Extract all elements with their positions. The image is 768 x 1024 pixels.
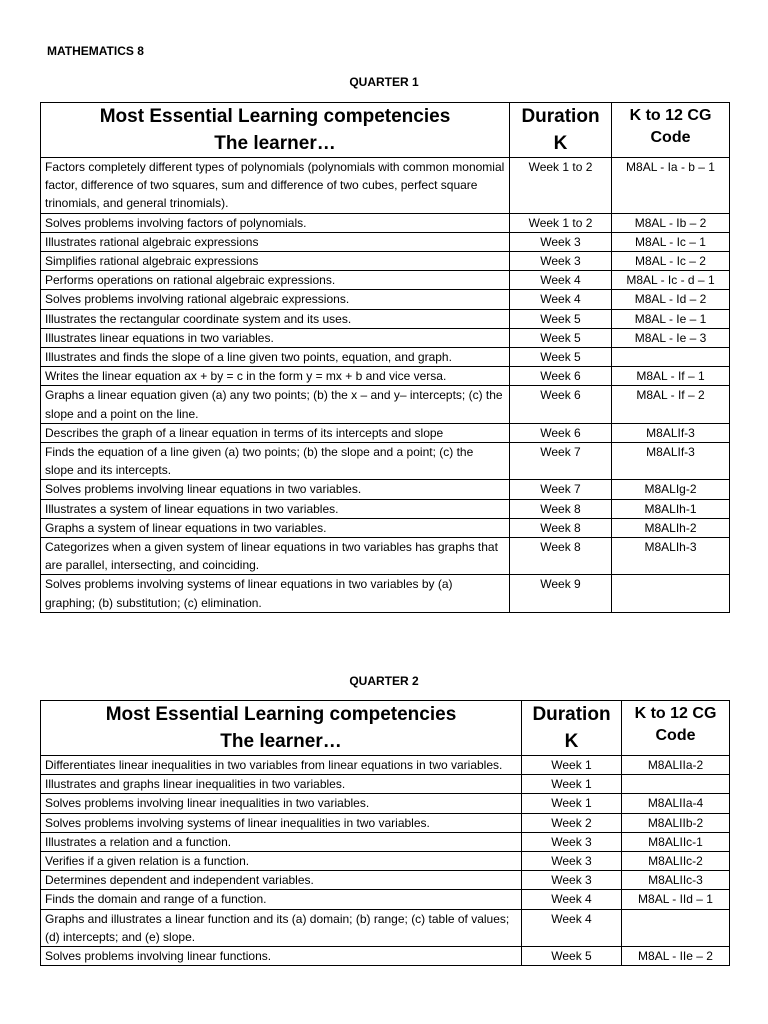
duration-cell: Week 2 — [522, 813, 622, 832]
table-row — [41, 947, 730, 966]
competency-cell: Describes the graph of a linear equation in terms of its intercepts and slope — [41, 423, 510, 442]
competency-cell: Finds the domain and range of a function. — [41, 890, 522, 909]
duration-cell: Week 5 — [510, 309, 612, 328]
competency-cell: Writes the linear equation ax + by = c in the form y = mx + b and vice versa. — [41, 367, 510, 386]
code-cell: M8ALIIc-1 — [622, 832, 730, 851]
duration-cell: Week 1 — [522, 756, 622, 775]
code-cell: M8AL - Ib – 2 — [612, 213, 730, 232]
competency-cell: Solves problems involving linear inequalities in two variables. — [41, 794, 522, 813]
duration-cell: Week 4 — [522, 909, 622, 946]
table-row — [41, 290, 730, 309]
duration-cell: Week 7 — [510, 443, 612, 480]
duration-cell: Week 6 — [510, 423, 612, 442]
code-header — [612, 103, 730, 158]
competency-header-line1: Most Essential Learning competencies — [99, 106, 451, 127]
duration-cell: Week 1 — [522, 775, 622, 794]
code-cell: M8ALIh-1 — [612, 499, 730, 518]
duration-header-line2: K — [564, 731, 579, 752]
table-row — [41, 328, 730, 347]
table-row — [41, 756, 730, 775]
competency-cell: Categorizes when a given system of linear equations in two variables has graphs that are parallel, intersecting, and coinciding. — [41, 538, 510, 575]
competency-cell: Differentiates linear inequalities in two variables from linear equations in two variables. — [41, 756, 522, 775]
competency-header — [41, 103, 510, 158]
duration-cell: Week 6 — [510, 386, 612, 423]
duration-cell: Week 1 to 2 — [510, 213, 612, 232]
competency-cell: Illustrates the rectangular coordinate system and its uses. — [41, 309, 510, 328]
table-row — [41, 158, 730, 214]
code-cell — [622, 775, 730, 794]
code-cell: M8AL - Id – 2 — [612, 290, 730, 309]
code-cell: M8AL - Ic – 2 — [612, 252, 730, 271]
duration-cell: Week 3 — [522, 832, 622, 851]
duration-cell: Week 5 — [522, 947, 622, 966]
code-cell: M8AL - Ie – 3 — [612, 328, 730, 347]
table-row — [41, 309, 730, 328]
table-row — [41, 232, 730, 251]
duration-cell: Week 4 — [510, 271, 612, 290]
duration-cell: Week 4 — [522, 890, 622, 909]
competency-cell: Illustrates and graphs linear inequalities in two variables. — [41, 775, 522, 794]
code-cell: M8ALIIc-3 — [622, 871, 730, 890]
table-row — [41, 909, 730, 946]
duration-cell: Week 1 to 2 — [510, 158, 612, 214]
quarter-2-label: QUARTER 2 — [349, 674, 419, 688]
quarter-1-rows — [41, 158, 730, 613]
table-row — [41, 518, 730, 537]
competency-cell: Simplifies rational algebraic expressions — [41, 252, 510, 271]
duration-cell: Week 8 — [510, 518, 612, 537]
competency-cell: Solves problems involving systems of linear equations in two variables by (a) graphing; (b) substitution; (c) elimination. — [41, 575, 510, 612]
table-row — [41, 813, 730, 832]
code-cell: M8ALIg-2 — [612, 480, 730, 499]
competency-cell: Illustrates a system of linear equations in two variables. — [41, 499, 510, 518]
competency-header-line2: The learner… — [220, 731, 342, 752]
duration-cell: Week 6 — [510, 367, 612, 386]
table-row — [41, 443, 730, 480]
duration-cell: Week 1 — [522, 794, 622, 813]
competency-cell: Solves problems involving factors of polynomials. — [41, 213, 510, 232]
code-cell: M8AL - IIe – 2 — [622, 947, 730, 966]
quarter-2-table — [40, 700, 730, 966]
competency-cell: Finds the equation of a line given (a) two points; (b) the slope and a point; (c) the slope and its intercepts. — [41, 443, 510, 480]
quarter-2-rows — [41, 756, 730, 966]
code-header-line1: K to 12 CG — [629, 107, 712, 124]
duration-cell: Week 5 — [510, 348, 612, 367]
code-cell: M8AL - If – 1 — [612, 367, 730, 386]
competency-cell: Determines dependent and independent variables. — [41, 871, 522, 890]
code-cell — [622, 909, 730, 946]
table-row — [41, 832, 730, 851]
document-subject: MATHEMATICS 8 — [47, 44, 144, 58]
code-cell: M8ALIIa-4 — [622, 794, 730, 813]
quarter-1-table — [40, 102, 730, 613]
competency-cell: Graphs a linear equation given (a) any two points; (b) the x – and y– intercepts; (c) the slope and a point on the line. — [41, 386, 510, 423]
duration-cell: Week 8 — [510, 538, 612, 575]
competency-header-line2: The learner… — [214, 133, 336, 154]
duration-header-line1: Duration — [532, 704, 611, 725]
duration-cell: Week 3 — [522, 852, 622, 871]
competency-cell: Graphs and illustrates a linear function and its (a) domain; (b) range; (c) table of values; (d) intercepts; and (e) slope. — [41, 909, 522, 946]
table-row — [41, 213, 730, 232]
code-cell: M8AL - If – 2 — [612, 386, 730, 423]
quarter-1-label: QUARTER 1 — [349, 75, 419, 89]
duration-cell: Week 4 — [510, 290, 612, 309]
table-row — [41, 871, 730, 890]
table-row — [41, 538, 730, 575]
competency-header — [41, 701, 522, 756]
competency-cell: Illustrates and finds the slope of a line given two points, equation, and graph. — [41, 348, 510, 367]
code-cell: M8ALIf-3 — [612, 443, 730, 480]
competency-header-line1: Most Essential Learning competencies — [105, 704, 457, 725]
table-row — [41, 271, 730, 290]
competency-cell: Graphs a system of linear equations in two variables. — [41, 518, 510, 537]
table-row — [41, 499, 730, 518]
table-row — [41, 348, 730, 367]
table-row — [41, 252, 730, 271]
code-cell: M8ALIIb-2 — [622, 813, 730, 832]
competency-cell: Illustrates rational algebraic expressions — [41, 232, 510, 251]
competency-cell: Solves problems involving linear equations in two variables. — [41, 480, 510, 499]
code-cell: M8AL - Ie – 1 — [612, 309, 730, 328]
code-cell: M8ALIh-2 — [612, 518, 730, 537]
duration-header — [522, 701, 622, 756]
table-row — [41, 794, 730, 813]
duration-header-line1: Duration — [521, 106, 600, 127]
table-row — [41, 480, 730, 499]
competency-cell: Illustrates a relation and a function. — [41, 832, 522, 851]
competency-cell: Solves problems involving linear functions. — [41, 947, 522, 966]
duration-cell: Week 7 — [510, 480, 612, 499]
duration-header-line2: K — [553, 133, 568, 154]
code-header-line2: Code — [655, 727, 696, 744]
table-row — [41, 423, 730, 442]
code-cell: M8AL - Ic – 1 — [612, 232, 730, 251]
competency-cell: Illustrates linear equations in two variables. — [41, 328, 510, 347]
code-cell: M8ALIf-3 — [612, 423, 730, 442]
table-row — [41, 386, 730, 423]
table-row — [41, 367, 730, 386]
competency-cell: Performs operations on rational algebraic expressions. — [41, 271, 510, 290]
duration-cell: Week 3 — [510, 252, 612, 271]
code-cell: M8ALIh-3 — [612, 538, 730, 575]
duration-cell: Week 5 — [510, 328, 612, 347]
code-cell: M8AL - Ic - d – 1 — [612, 271, 730, 290]
code-header-line2: Code — [650, 129, 691, 146]
duration-cell: Week 3 — [522, 871, 622, 890]
code-cell: M8AL - Ia - b – 1 — [612, 158, 730, 214]
code-cell — [612, 575, 730, 612]
competency-cell: Solves problems involving rational algebraic expressions. — [41, 290, 510, 309]
code-cell: M8AL - IId – 1 — [622, 890, 730, 909]
duration-cell: Week 9 — [510, 575, 612, 612]
code-cell: M8ALIIc-2 — [622, 852, 730, 871]
table-row — [41, 775, 730, 794]
duration-cell: Week 8 — [510, 499, 612, 518]
duration-cell: Week 3 — [510, 232, 612, 251]
table-row — [41, 890, 730, 909]
table-row — [41, 575, 730, 612]
competency-cell: Factors completely different types of polynomials (polynomials with common monomial factor, difference of two squares, sum and difference of two cubes, perfect square trinomials, and general trinomials). — [41, 158, 510, 214]
table-row — [41, 852, 730, 871]
competency-cell: Solves problems involving systems of linear inequalities in two variables. — [41, 813, 522, 832]
code-header — [622, 701, 730, 756]
code-cell — [612, 348, 730, 367]
code-cell: M8ALIIa-2 — [622, 756, 730, 775]
duration-header — [510, 103, 612, 158]
competency-cell: Verifies if a given relation is a function. — [41, 852, 522, 871]
code-header-line1: K to 12 CG — [634, 705, 717, 722]
